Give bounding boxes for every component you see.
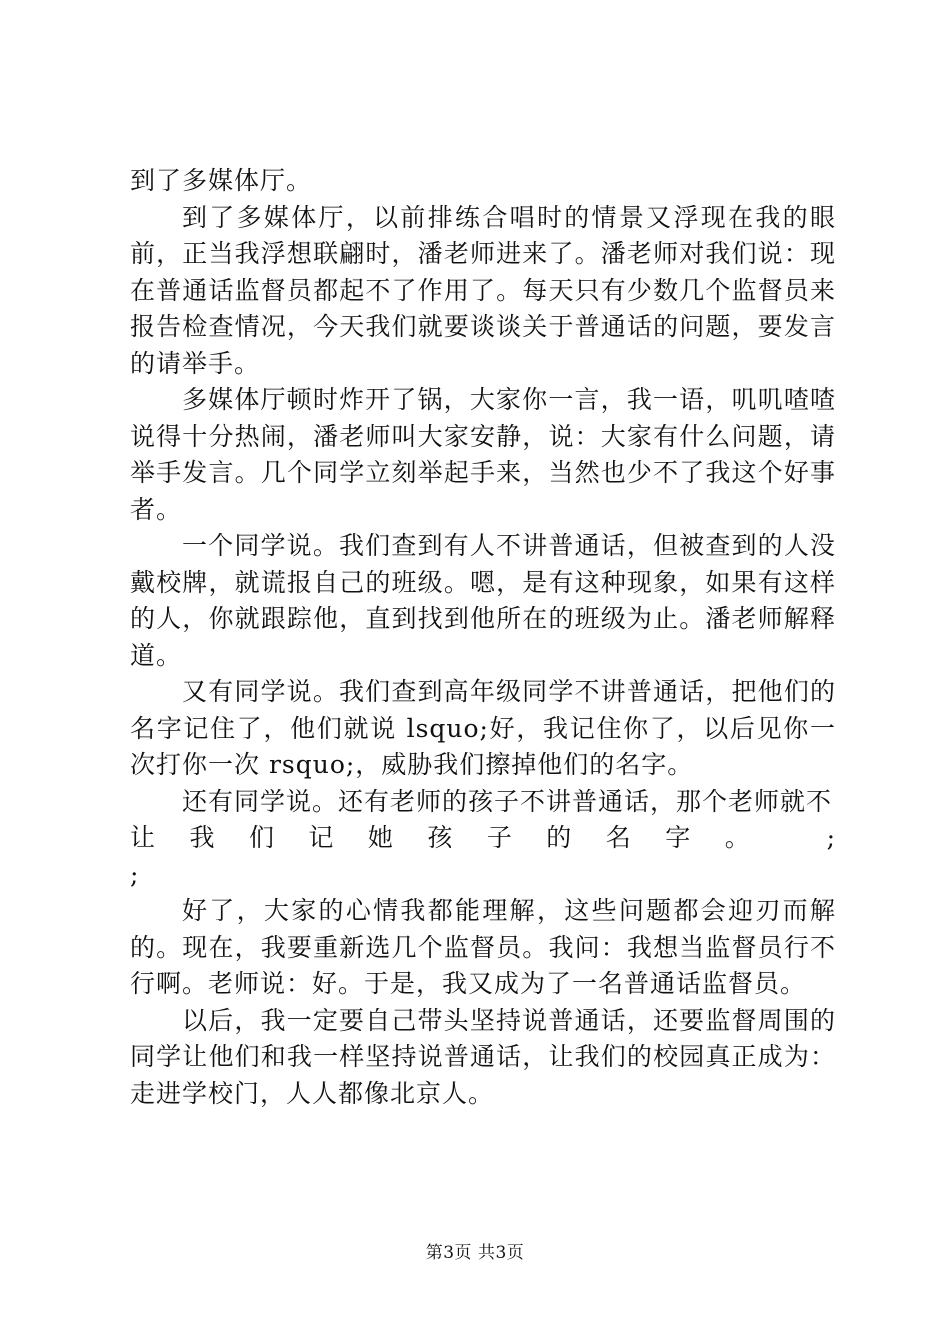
paragraph-spread-line: 让我们记她孩子的名字。 ; [130, 823, 836, 852]
paragraph: 还有同学说。还有老师的孩子不讲普通话，那个老师就不 [182, 786, 833, 816]
paragraph: ; [130, 859, 140, 889]
paragraph: 到了多媒体厅，以前排练合唱时的情景又浮现在我的眼前，正当我浮想联翩时，潘老师进来了。潘老师对我们说：现在普通话监督员都起不了作用了。每天只有少数几个监督员来报告检查情况，今天我们就要谈谈关于普通话的问题，要发言的请举手。 [130, 202, 836, 378]
paragraph: 以后，我一定要自己带头坚持说普通话，还要监督周围的同学让他们和我一样坚持说普通话，让我们的校园真正成为：走进学校门，人人都像北京人。 [130, 1005, 836, 1108]
paragraph: 到了多媒体厅。 [130, 166, 313, 195]
paragraph: 一个同学说。我们查到有人不讲普通话，但被查到的人没戴校牌，就谎报自己的班级。嗯，是有这种现象，如果有这样的人，你就跟踪他，直到找到他所在的班级为止。潘老师解释道。 [130, 531, 836, 670]
body-text [130, 163, 836, 1112]
paragraph: 多媒体厅顿时炸开了锅，大家你一言，我一语，叽叽喳喳说得十分热闹，潘老师叫大家安静，说：大家有什么问题，请举手发言。几个同学立刻举起手来，当然也少不了我这个好事者。 [130, 385, 836, 524]
paragraph: 好了，大家的心情我都能理解，这些问题都会迎刃而解的。现在，我要重新选几个监督员。我问：我想当监督员行不行啊。老师说：好。于是，我又成为了一名普通话监督员。 [130, 896, 836, 998]
paragraph: 又有同学说。我们查到高年级同学不讲普通话，把他们的名字记住了，他们就说 lsquo;好，我记住你了，以后见你一次打你一次 rsquo;，威胁我们擦掉他们的名字。 [130, 677, 836, 779]
page-footer: 第3页 共3页 [425, 1243, 525, 1263]
